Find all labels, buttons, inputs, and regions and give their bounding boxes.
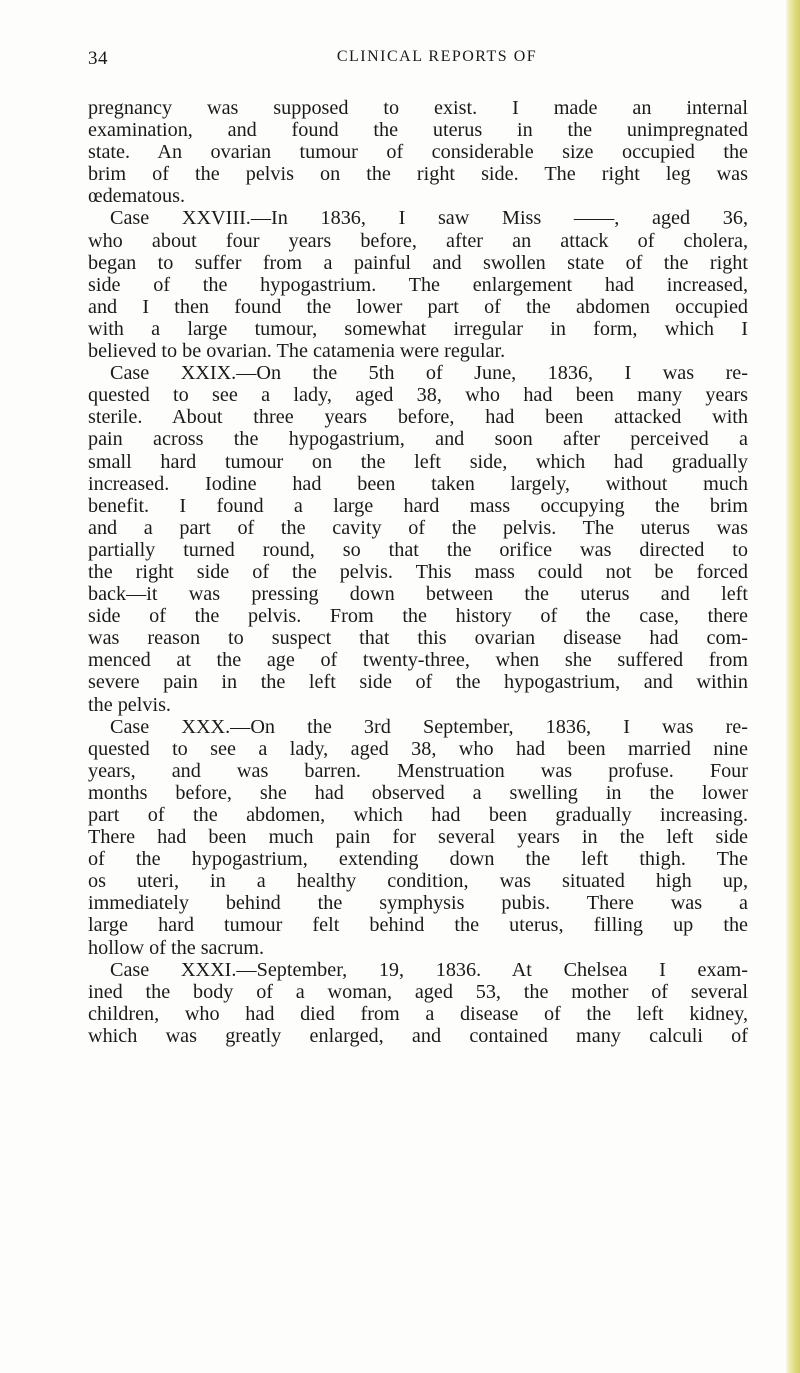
case-heading-line: Case XXXI.—September, 19, 1836. At Chelsea I exam- [110, 958, 748, 981]
case-heading-line: Case XXX.—On the 3rd September, 1836, I was re- [110, 715, 748, 738]
text-line: pain across the hypogastrium, and soon after perceived a [88, 428, 748, 451]
text-line: quested to see a lady, aged 38, who had been married nine [88, 737, 748, 760]
text-line: and I then found the lower part of the abdomen occupied [88, 295, 748, 318]
text-line: hollow of the sacrum. [88, 936, 265, 959]
text-line: œdematous. [88, 185, 185, 208]
text-line: There had been much pain for several years in the left side [88, 826, 748, 849]
text-line: os uteri, in a healthy condition, was situated high up, [88, 870, 748, 893]
text-line: years, and was barren. Menstruation was profuse. Four [88, 759, 748, 782]
running-title: CLINICAL REPORTS OF [336, 48, 538, 65]
page-edge-shadow [786, 0, 800, 1373]
text-line: back—it was pressing down between the uterus and left [88, 583, 748, 606]
text-line: severe pain in the left side of the hypogastrium, and within [88, 671, 748, 694]
text-line: partially turned round, so that the orifice was directed to [88, 538, 748, 561]
text-line: examination, and found the uterus in the unimpregnated [88, 119, 748, 142]
text-line: which was greatly enlarged, and contained many calculi of [88, 1024, 748, 1047]
text-line: the pelvis. [88, 693, 171, 716]
text-line: increased. Iodine had been taken largely, without much [88, 472, 748, 495]
text-line: children, who had died from a disease of the left kidney, [88, 1002, 748, 1025]
text-line: immediately behind the symphysis pubis. There was a [88, 892, 748, 915]
text-line: large hard tumour felt behind the uterus, filling up the [88, 914, 748, 937]
page-number: 34 [88, 48, 108, 69]
text-line: menced at the age of twenty-three, when she suffered from [88, 649, 748, 672]
text-line: was reason to suspect that this ovarian disease had com- [88, 627, 748, 650]
text-line: pregnancy was supposed to exist. I made an internal [88, 97, 748, 119]
text-line: began to suffer from a painful and swollen state of the right [88, 251, 748, 274]
body-text [88, 97, 748, 1047]
case-heading-line: Case XXIX.—On the 5th of June, 1836, I was re- [110, 362, 748, 385]
text-line: the right side of the pelvis. This mass could not be forced [88, 560, 748, 583]
text-line: side of the pelvis. From the history of the case, there [88, 605, 748, 628]
text-line: benefit. I found a large hard mass occupying the brim [88, 494, 748, 517]
text-line: believed to be ovarian. The catamenia were regular. [88, 340, 506, 363]
text-line: months before, she had observed a swelling in the lower [88, 781, 748, 804]
text-line: small hard tumour on the left side, which had gradually [88, 450, 748, 473]
page-header [88, 48, 756, 72]
text-line: and a part of the cavity of the pelvis. The uterus was [88, 516, 748, 539]
text-line: ined the body of a woman, aged 53, the mother of several [88, 980, 748, 1003]
text-line: sterile. About three years before, had been attacked with [88, 406, 748, 429]
text-line: state. An ovarian tumour of considerable size occupied the [88, 141, 748, 164]
text-line: who about four years before, after an attack of cholera, [88, 229, 748, 252]
text-line: side of the hypogastrium. The enlargement had increased, [88, 273, 748, 296]
case-heading-line: Case XXVIII.—In 1836, I saw Miss ——, aged 36, [110, 207, 748, 230]
text-line: of the hypogastrium, extending down the left thigh. The [88, 848, 748, 871]
text-line: part of the abdomen, which had been gradually increasing. [88, 804, 748, 826]
text-line: with a large tumour, somewhat irregular in form, which I [88, 317, 748, 340]
text-line: brim of the pelvis on the right side. The right leg was [88, 163, 748, 186]
text-line: quested to see a lady, aged 38, who had been many years [88, 384, 748, 407]
